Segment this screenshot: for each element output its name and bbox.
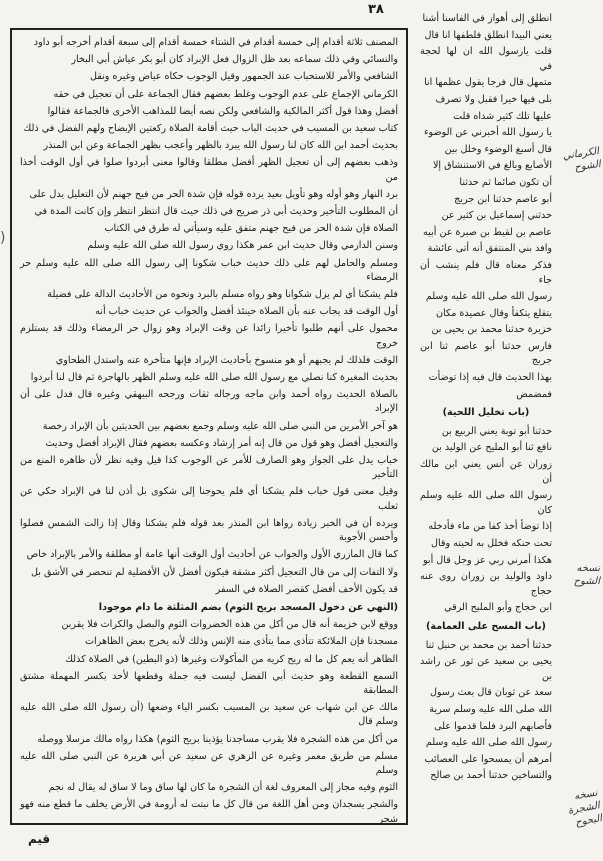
section-line: مسلم من طريق معمر وغيره عن الزهري عن سعيد عن أبي هريرة عن النبي صلى الله عليه وسلم (20, 750, 398, 776)
side-line: فأصابهم البرد فلما قدموا على (434, 720, 552, 732)
main-line: أفضل وهذا قول أكثر المالكية والشافعي ولكن نصه أيضا للمذاهب الأخرى فالجماعة فقالوا (47, 105, 398, 117)
side-line: داود والوليد بن زوران روى عنه حجاج (420, 571, 552, 597)
main-line: الشافعي والأمر للاستحباب عند الجمهور وقيل الوجوب حكاه عياض وغيره ونقل (89, 71, 398, 83)
side-line: وافد بني المنتفق أنه أتى عائشة (427, 243, 552, 255)
margin-note: نسخه الشوح (573, 563, 600, 587)
main-line: ولا التفات إلى من قال التعجيل أكثر مشقة فيكون أفضل لأن الأفضلية لم تنحصر في الأشق بل (30, 566, 398, 578)
main-line: كما قال المازري الأول والجواب عن أحاديث أول الوقت أنها عامة أو مطلقة والأمر بالإبراد خاص (26, 549, 398, 561)
section-line: الثوم وفيه مجاز إلى المعروف لغة أن الشجرة ما كان لها ساق وما لا ساق له يقال له نجم (48, 782, 398, 794)
main-line: والتعجيل أفضل وهو قول من قال إنه أمر إرشاد وعكسه بعضهم فقال الإبراد أفضل وحديث (45, 437, 398, 449)
main-line: خباب يدل على الجواز وهو الصارف للأمر عن الوجوب كذا قيل وفيه نظر لأن ظاهره المنع من التأخير (20, 455, 398, 481)
main-line: محمول على أنهم طلبوا تأخيرا زائدا عن وقت الإبراد وهو زوال حر الرمضاء وذلك قد يستلزم خروج (20, 323, 398, 349)
main-line: قد يكون الأخف أفضل كقصر الصلاة في السفر (215, 583, 398, 595)
side-line: الأصابع وبالغ في الاستنشاق إلا (432, 160, 552, 172)
section-heading: (النهي عن دخول المسجد بريح الثوم) بضم المثلثة ما دام موجودا (98, 601, 398, 613)
section-line: ووقع لابن خزيمة أنه قال من أكل من هذه الخضروات الثوم والبصل والكراث فلا يقربن (61, 619, 398, 631)
side-line: هكذا أمرني ربي عز وجل قال أبو (422, 554, 552, 566)
main-section (20, 601, 398, 827)
side-line: خزيرة حدثنا محمد بن يحيى بن (431, 324, 552, 336)
page-number: ٣٨ (368, 2, 384, 17)
side-line: حدثنا أحمد بن محمد بن حنبل ثنا (425, 639, 552, 651)
side-line: رسول الله صلى الله عليه وسلم (425, 737, 552, 749)
side-line: قلت يارسول الله ان لها لحجة في (420, 46, 552, 72)
side-line: يعني البيدا انطلق فلطفها انا قال (424, 29, 552, 41)
main-line: وسنن الدارمي وقال حديث ابن عمر هكذا روي رسول الله صلى الله عليه وسلم (87, 240, 398, 252)
side-line: والتساخين حدثنا أحمد بن صالح (430, 770, 552, 782)
main-text-block (20, 36, 398, 597)
chapter-heading-turban: (باب المسح على العمامة) (426, 620, 546, 632)
main-commentary-box (10, 28, 408, 825)
main-line: المصنف ثلاثة أقدام إلى خمسة أقدام في الشتاء خمسة أقدام إلى سبعة أقدام أخرجه أبو داود (33, 37, 398, 48)
main-line: الصلاة فإن شدة الحر من فيح جهنم متفق عليه وسيأتي له طرق في الكتاب (104, 223, 398, 235)
main-line: ويرده أن في الخبر زيادة رواها ابن المنذر بعد قوله فلم يشكنا وقال إذا زالت الشمس فصلوا وأحسن الأجوبة (20, 517, 398, 544)
margin-bracket-icon: ) (0, 230, 6, 246)
side-line: قال أسبغ الوضوء وخلل بين (444, 143, 552, 155)
side-line: بهذا الحديث قال فيه إذا توضأت (428, 372, 552, 384)
side-line: رسول الله صلى الله عليه وسلم كان (420, 490, 552, 516)
side-line: حدثنا أبو توبة يعني الربيع بن (441, 425, 552, 437)
main-line: أن المطلوب التأخير وحديث أبي ذر صريح في ذلك حيث قال انتظر انتظر وإن كانت المدة في (34, 206, 398, 218)
side-line: بلى فيها خيرا فقبل ولا تصرف (435, 93, 552, 105)
side-line: فمضمض (516, 388, 552, 400)
side-line: أن تكون صائما ثم حدثنا (459, 176, 552, 188)
section-line: والشجر يسجدان ومن أهل اللغة من قال كل ما نبتت له أرومة في الأرض يخلف ما قطع منه فهو شجر (20, 799, 398, 825)
hadith-text-column (420, 12, 552, 850)
side-line: الله صلى الله عليه وسلم سرية (429, 703, 552, 715)
section-line: الظاهر أنه يعم كل ما له ريح كريه من المأكولات وغيرها (ذو البطين) في الصلاة كذلك (65, 653, 398, 665)
section-line: من أكل من هذه الشجرة فلا يقرب مساجدنا يؤذينا بريح الثوم) هكذا رواه مالك مرسلا ووصله (37, 733, 398, 745)
margin-note: الكرماني الشوح (562, 146, 602, 174)
main-line: والنسائي وفي ذلك سماعه بعد ظل الزوال فعل الإبراد كان أبو بكر عياش أبي البخار (71, 54, 398, 66)
side-line: متمهل قال فرجا يقول عظمها انا (424, 77, 552, 89)
side-line: حدثني إسماعيل بن كثير عن (441, 210, 552, 222)
main-line: وقيل معنى قول خباب فلم يشكنا أي فلم يحوجنا إلى شكوى بل أذن لنا في الإبراد حكي عن ثعلب (20, 486, 398, 512)
side-line: تحت حنكه فخلل به لحيته وقال (431, 538, 552, 549)
main-line: ومسلم والحامل لهم على ذلك حديث خباب شكونا إلى رسول الله صلى الله عليه وسلم حر الرمضاء (20, 257, 398, 283)
main-line: فلم يشكنا أي لم يزل شكوانا وهو رواه مسلم بالبرد ونحوه من الأحاديث الدالة على فضيلة (47, 289, 398, 301)
margin-note: نسخه الشجرة البحوح (567, 787, 603, 829)
main-line: كتاب سعيد بن المسيب في حديث الباب حيث أقامة الصلاة ركعتين الإيضاح ولهم الفضل في ذلك (23, 123, 398, 135)
chapter-heading-beard: (باب تخليل اللحية) (442, 407, 530, 419)
section-line: مسجدنا فإن الملائكة تتأذى مما يتأذى منه الإنس وذلك لأنه يخرج بعض الظاهرات (84, 636, 398, 648)
main-line: هو آخر الأمرين من النبي صلى الله عليه وسلم وجمع بعضهم بين الحديثين بأن الإبراد رخصة (42, 420, 398, 432)
side-line: يا رسول الله أخبرني عن الوضوء (424, 127, 552, 139)
main-line: الكرماني الإجماع على عدم الوجوب وغلط بعضهم فقال الجماعة على أن تعجيل في حقه (53, 88, 398, 100)
main-line: بحديث المغيرة كنا نصلي مع رسول الله صلى الله عليه وسلم الظهر بالهاجرة ثم قال لنا أبردوا (30, 372, 398, 384)
side-line: نافع ثنا أبو المليح عن الوليد بن (431, 442, 552, 454)
main-line: بالصلاة الحديث رواه أحمد وابن ماجه ورجاله ثقات ورجحه البيهقي وغيره قال فدل على أن الإبراد (20, 389, 398, 415)
side-line: يحيى بن سعيد عن ثور عن راشد بن (420, 656, 552, 682)
catchword: قيم (28, 832, 51, 846)
side-line: عاصم بن لقيط بن صبرة عن أبيه (423, 226, 552, 238)
main-line: بحديث أحمد ابن الله كان لنا رسول الله يبرد بالظهر وأعجب بظهر الجماعة وعن ابن المنذر (43, 140, 398, 152)
side-line: أبو عاصم حدثنا ابن جريج (454, 193, 552, 205)
main-line: وذهب بعضهم إلى أن تعجيل الظهر أفضل مطلقا وقالوا معنى أبردوا صلوا في أول الوقت أخذا من (20, 157, 398, 183)
side-line: ابن حجاج وأبو المليح الرقي (444, 602, 552, 614)
section-line: السمع القطعة وهو حديث أبي الفضل ليست فيه جملة وقطعها لأحد بكسر المهملة مشتق المطابقة (20, 670, 398, 696)
main-line: أول الوقت قد يجاب عنه بأن الصلاة حينئذ أفضل والجواب عن حديث خباب أنه (95, 306, 398, 318)
side-line: فارس حدثنا أبو عاصم ثنا ابن جريج (420, 340, 552, 367)
main-line: برد النهار وهو أوله وهو تأويل بعيد يرده قوله فإن شدة الحر من فيح جهنم لأن التعليل يدل على (29, 188, 398, 200)
side-line: فذكر معناه قال فلم ينشب أن جاء (420, 259, 552, 286)
side-line: إذا توضأ أخذ كفا من ماء فأدخله (428, 521, 552, 533)
side-line: أمرهم أن يمسحوا على العصائب (424, 753, 552, 765)
side-line: زوران عن أنس يعني ابن مالك أن (420, 459, 552, 485)
side-line: انطلق إلى أهواز في الفاسنا أشنا (422, 13, 552, 24)
section-line: مالك عن ابن شهاب عن سعيد بن المسيب بكسر الياء وضعها (أن رسول الله صلى الله عليه وسلم قال (20, 702, 398, 728)
side-line: رسول الله صلى الله عليه وسلم (425, 291, 552, 303)
main-line: الوقت فلذلك لم يجبهم أو هو منسوخ بأحاديث الإبراد فإنها متأخرة عنه واستدل الطحاوي (55, 354, 398, 366)
side-line: عليها تلك كثير شداه قلت (453, 110, 552, 122)
side-line: سعد عن ثوبان قال بعث رسول (429, 687, 552, 699)
side-line: يتقلع يتكفأ وقال عصيدة مكان (435, 307, 552, 319)
